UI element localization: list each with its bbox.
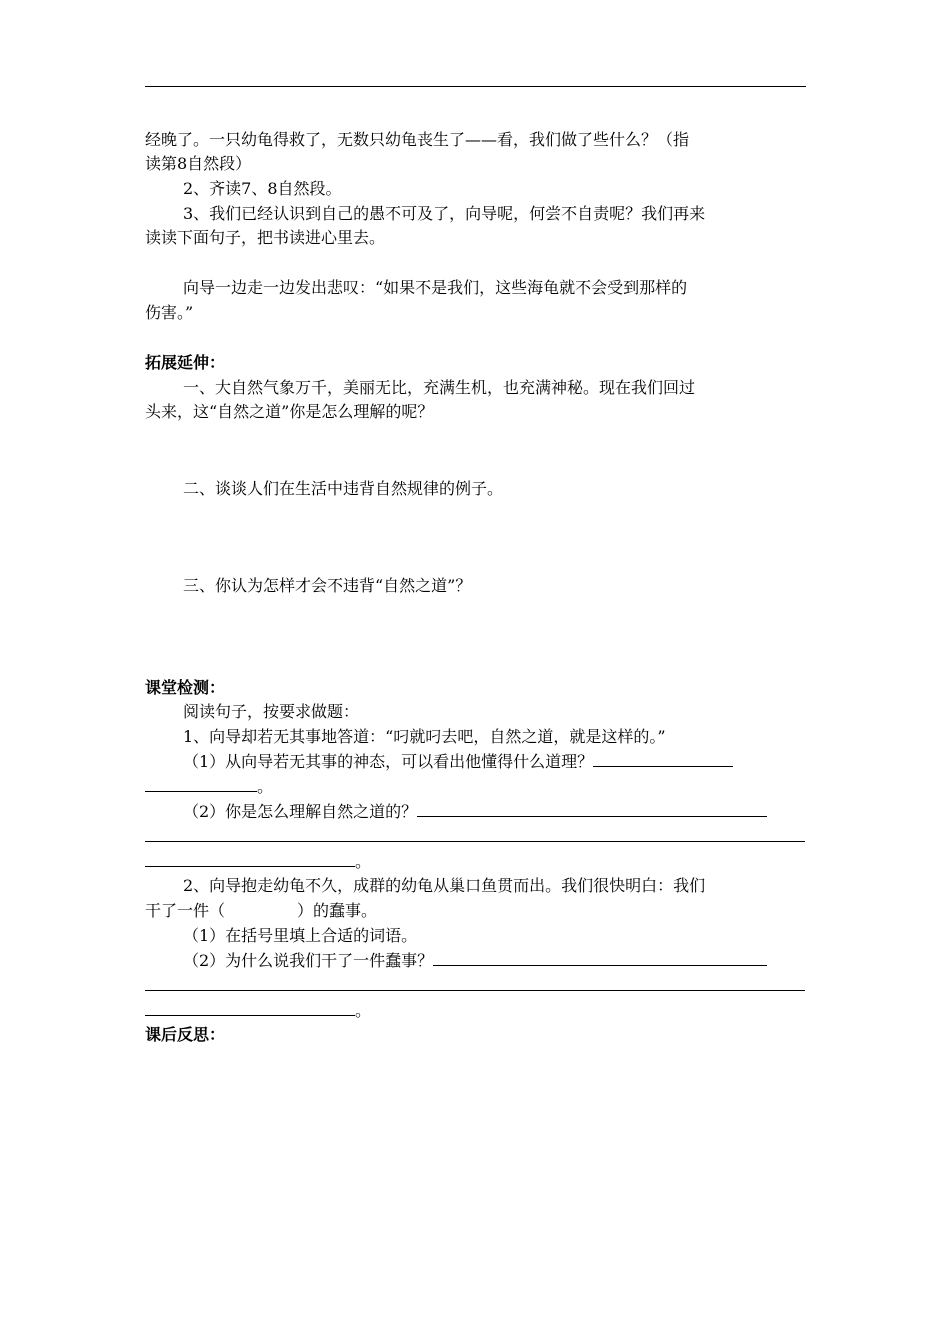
answer-line [145,825,805,849]
check-question [183,949,767,973]
reflection-heading: 课后反思： [145,1025,226,1044]
answer-blank[interactable] [433,951,767,966]
check-question [183,800,767,824]
extension-question: 一、大自然气象万千，美丽无比，充满生机，也充满神秘。现在我们回过 [183,378,696,397]
paragraph-line: 3、我们已经认识到自己的愚不可及了，向导呢，何尝不自责呢？我们再来 [183,204,706,223]
period: 。 [355,852,372,871]
check-sentence: 2、向导抱走幼龟不久，成群的幼龟从巢口鱼贯而出。我们很快明白：我们 [183,876,706,895]
check-sentence [145,899,377,923]
check-question: （1）在括号里填上合适的词语。 [183,926,418,945]
answer-line [145,974,805,998]
check-intro: 阅读句子，按要求做题： [183,702,360,721]
extension-question: 头来，这“自然之道”你是怎么理解的呢？ [145,402,434,421]
answer-blank[interactable] [593,752,733,767]
paragraph-line: 2、齐读7、8自然段。 [183,179,342,198]
check-question [183,750,733,774]
quote-line: 伤害。” [145,303,194,322]
question-text: （2）你是怎么理解自然之道的？ [183,802,418,821]
answer-blank[interactable] [145,1001,355,1016]
extension-question: 二、谈谈人们在生活中违背自然规律的例子。 [183,479,504,498]
check-sentence: 1、向导却若无其事地答道：“叼就叼去吧，自然之道，就是这样的。” [183,727,666,746]
answer-line [145,850,371,874]
extension-heading: 拓展延伸： [145,353,226,372]
quote-line: 向导一边走一边发出悲叹：“如果不是我们，这些海龟就不会受到那样的 [183,278,688,297]
period: 。 [257,777,274,796]
answer-blank[interactable] [145,976,805,991]
check-heading: 课堂检测： [145,678,226,697]
question-text: （2）为什么说我们干了一件蠢事？ [183,951,434,970]
sentence-text: ）的蠢事。 [297,901,378,920]
answer-line [145,775,273,799]
answer-blank[interactable] [417,802,767,817]
extension-question: 三、你认为怎样才会不违背“自然之道”？ [183,576,472,595]
paragraph-line: 经晚了。一只幼龟得救了，无数只幼龟丧生了——看，我们做了些什么？（指 [145,130,690,149]
paragraph-line: 读第8自然段） [145,154,252,173]
answer-blank[interactable] [145,852,355,867]
answer-line [145,999,371,1023]
paragraph-line: 读读下面句子，把书读进心里去。 [145,228,386,247]
period: 。 [355,1001,372,1020]
question-text: （1）从向导若无其事的神态，可以看出他懂得什么道理？ [183,752,594,771]
answer-blank[interactable] [145,827,805,842]
sentence-text: 干了一件（ [145,901,226,920]
header-rule [145,86,806,87]
answer-blank[interactable] [145,777,257,792]
